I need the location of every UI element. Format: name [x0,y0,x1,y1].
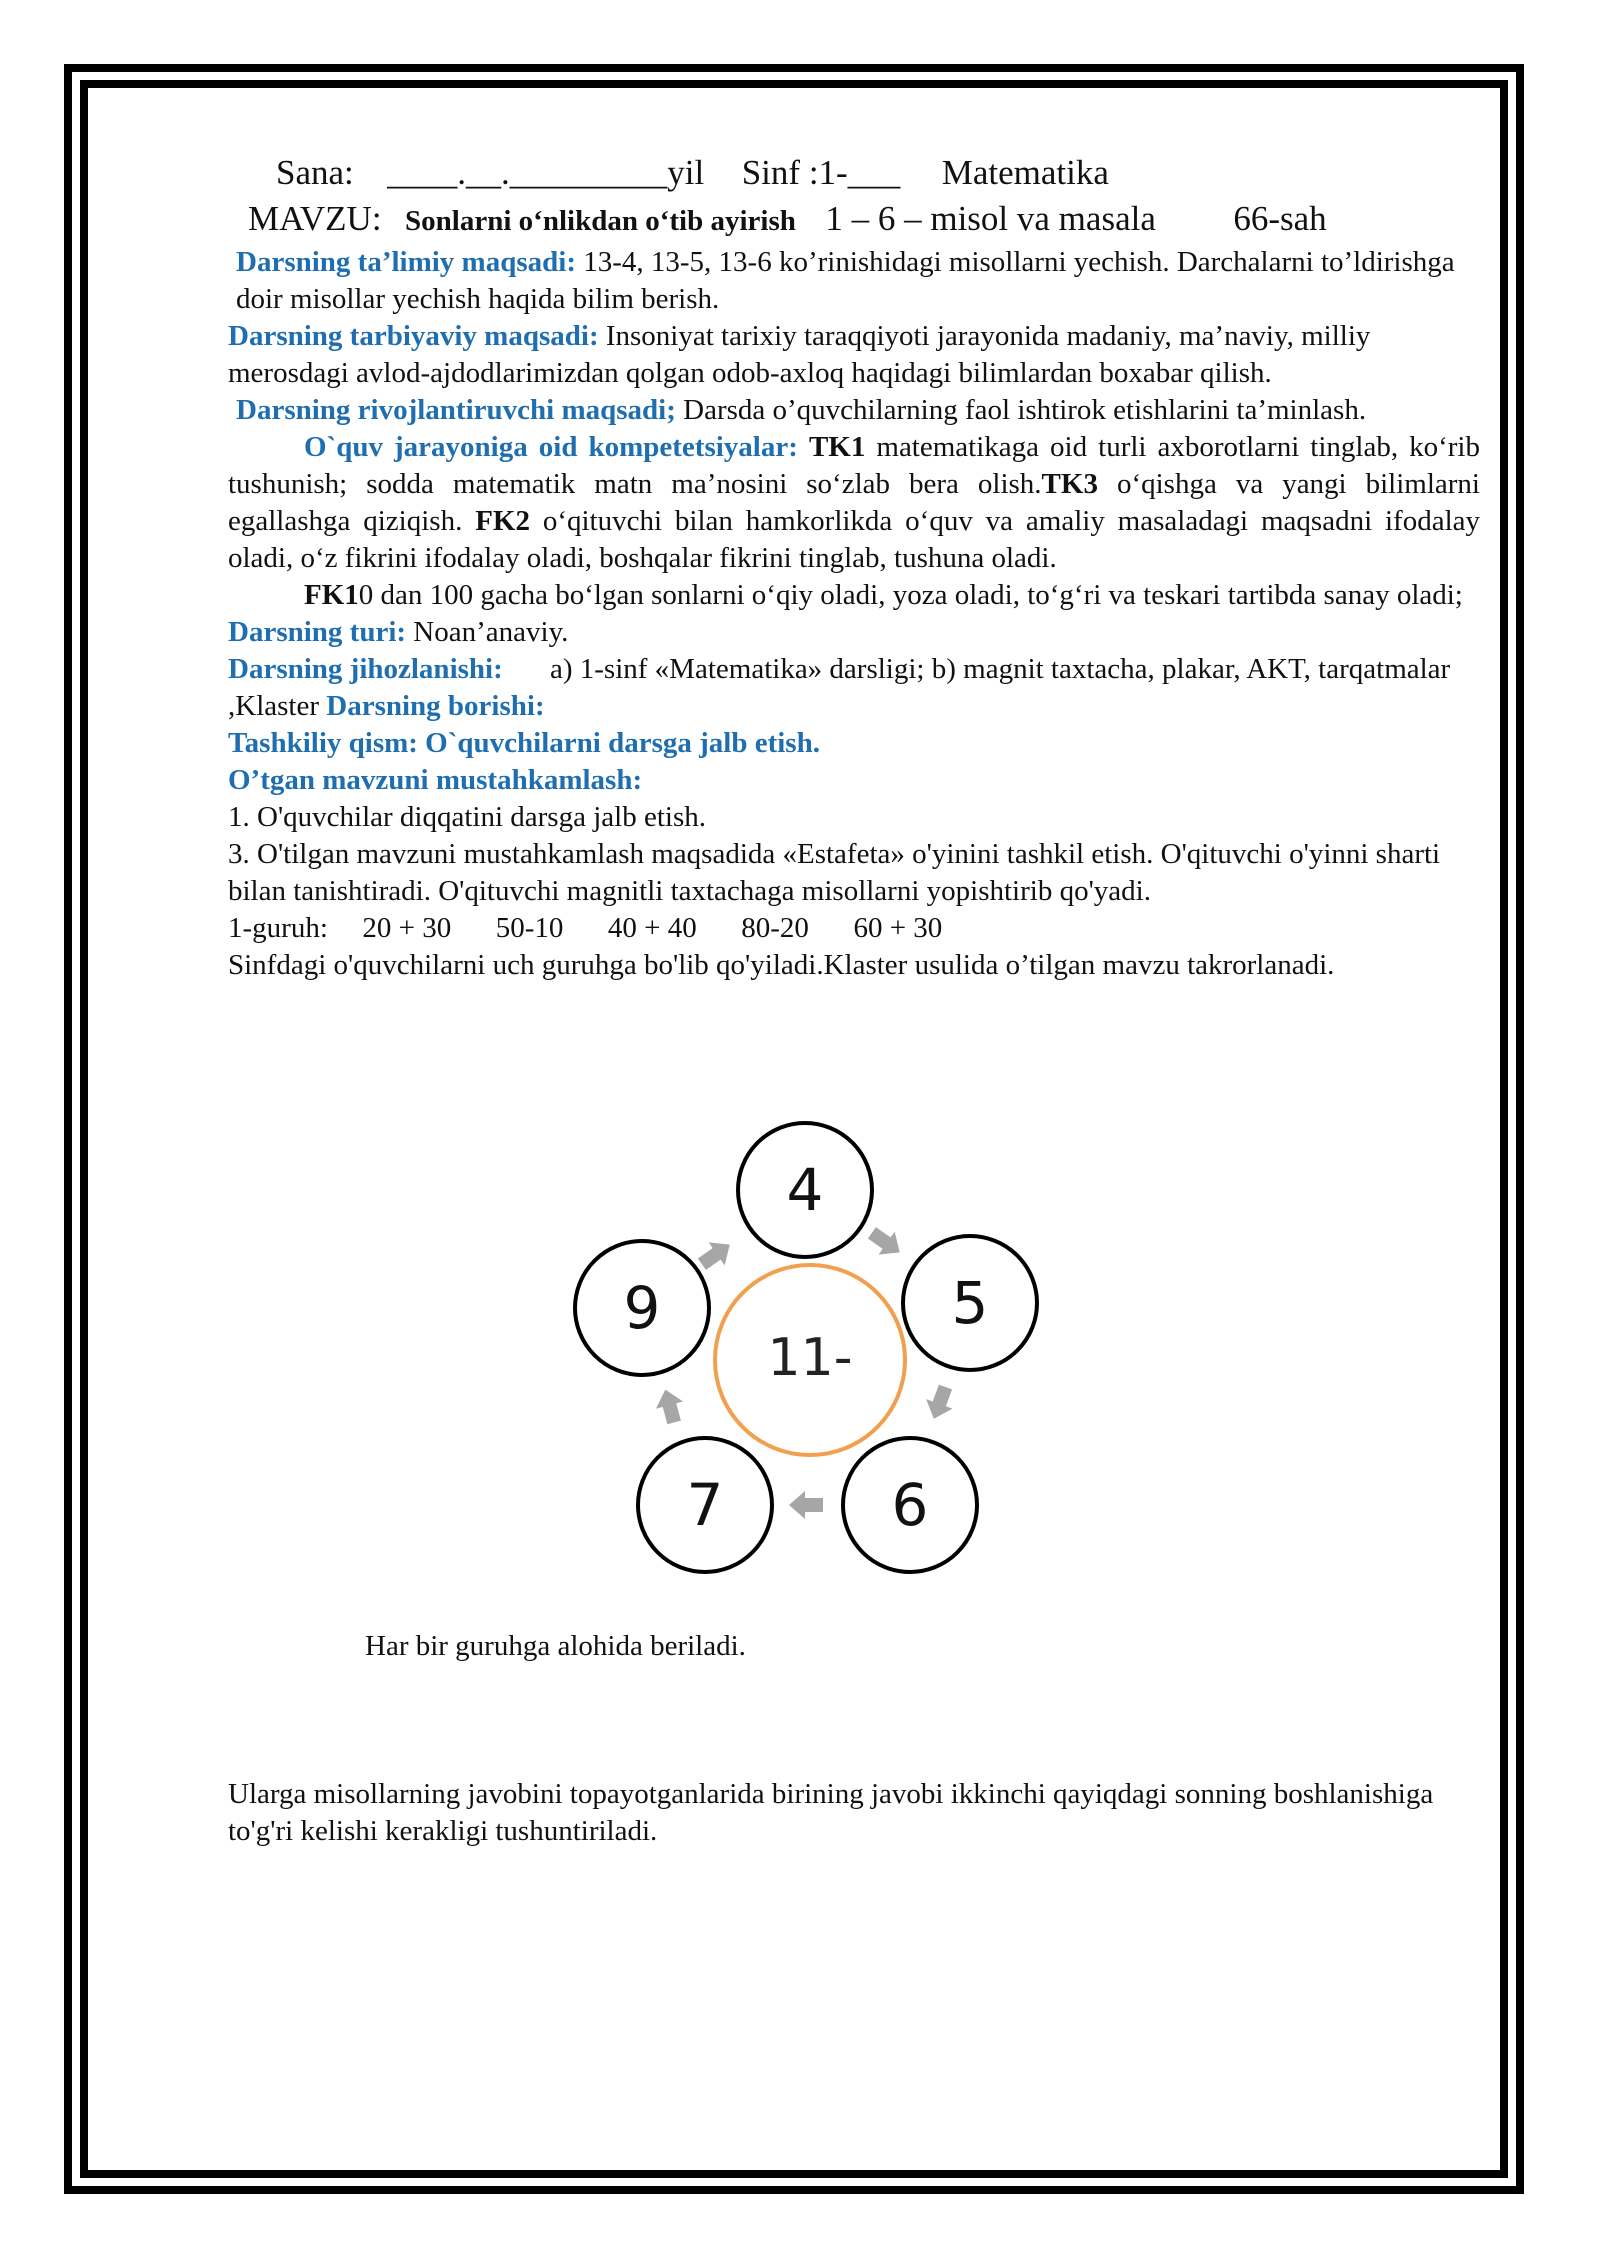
mavzu-label: MAVZU: [248,199,382,238]
guruh-label: 1-guruh: [228,912,328,944]
tk1-text: matematikaga oid turli axborotlarni tinglab, koʻrib tushunish; sodda matematik matn maʼnosini soʻzlab bera olish. [228,431,1480,500]
subject-label: Matematika [941,153,1109,192]
guruh-example: 60 + 30 [853,912,943,944]
kompetensiyalar [228,429,1480,577]
rivoj-text: Darsda o’quvchilarning faol ishtirok etishlarini ta’minlash. [675,394,1367,426]
rivoj-label: Darsning rivojlantiruvchi maqsadi; [236,394,676,426]
node-label-7: 7 [686,1471,724,1539]
rivoj-maqsad [228,392,1480,429]
darsning-turi [228,614,1480,651]
tarbiyaviy-maqsad [228,318,1480,392]
har-bir-note: Har bir guruhga alohida beriladi. [365,1630,746,1662]
node-label-5: 5 [951,1269,989,1337]
ularga-note: Ularga misollarning javobini topayotganlarida birining javobi ikkinchi qayiqdagi sonning boshlanishiga to'g'ri kelishi kerakligi tushuntiriladi. [228,1778,1434,1847]
jihoz-text: a) 1-sinf «Matematika» darsligi; b) magnit taxtacha, plakar, AKT, tarqatmalar ,Klaster [228,653,1451,722]
arrow-icon [789,1491,823,1519]
arrow-icon [694,1233,738,1275]
sinf-label: Sinf :1-___ [741,153,901,192]
sana-blanks: ____.__._________yil [387,153,705,192]
darsning-jihozlanishi [228,651,1480,725]
node-label-9: 9 [623,1274,661,1342]
center-label: 11- [767,1328,853,1388]
tk3-code: TK3 [1041,468,1098,500]
item-1: 1. O'quvchilar diqqatini darsga jalb etish. [228,801,706,833]
guruh-line [228,910,1480,947]
arrow-icon [864,1221,908,1263]
page-ref: 66-sah [1233,199,1327,238]
arrow-icon [921,1382,959,1424]
turi-label: Darsning turi: [228,616,407,648]
item-3: 3. O'tilgan mavzuni mustahkamlash maqsadida «Estafeta» o'yinini tashkil etish. O'qituvchi o'yinni sharti bilan tanishtiradi. O'qituvchi magnitli taxtachaga misollarni yopishtirib qo'yadi. [228,838,1441,907]
tarbiyaviy-label: Darsning tarbiyaviy maqsadi: [228,320,599,352]
tk1-code: TK1 [808,431,866,463]
fk1-paragraph [228,577,1480,614]
date-line [276,150,1480,196]
talimiy-text: 13-4, 13-5, 13-6 ko’rinishidagi misollarni yechish. Darchalarni to’ldirishga doir misollar yechish haqida bilim berish. [236,246,1455,315]
sinfdagi-text: Sinfdagi o'quvchilarni uch guruhga bo'lib qo'yiladi.Klaster usulida o’tilgan mavzu takrorlanadi. [228,949,1335,981]
fk1-code: FK1 [304,579,359,611]
fk1-text: 0 dan 100 gacha boʻlgan sonlarni oʻqiy oladi, yoza oladi, toʻgʻri va teskari tartibda sanay oladi; [358,579,1463,611]
talimiy-maqsad [228,244,1480,318]
guruh-example: 20 + 30 [362,912,452,944]
mavzu-line [248,196,1480,244]
guruh-example: 40 + 40 [607,912,697,944]
borishi-label: Darsning borishi: [326,690,545,722]
turi-text: Noan’anaviy. [406,616,569,648]
sana-label: Sana: [276,153,354,192]
node-label-6: 6 [891,1471,929,1539]
talimiy-label: Darsning ta’limiy maqsadi: [236,246,576,278]
mavzu-detail: 1 – 6 – misol va masala [825,199,1156,238]
tk3-text: oʻqishga va yangi bilimlarni egallashga qiziqish. [228,468,1480,537]
lesson-plan [228,150,1480,984]
otgan-mavzu: O’tgan mavzuni mustahkamlash: [228,764,643,796]
mavzu-title: Sonlarni oʻnlikdan oʻtib ayirish [405,205,796,237]
tashkiliy-qism: Tashkiliy qism: O`quvchilarni darsga jalb etish. [228,727,820,759]
arrow-icon [652,1386,688,1426]
jihoz-label: Darsning jihozlanishi: [228,653,503,685]
node-label-4: 4 [786,1156,824,1224]
komp-label: O`quv jarayoniga oid kompetetsiyalar: [304,431,798,463]
guruh-example: 80-20 [741,912,809,944]
cluster-diagram [560,1120,1050,1590]
fk2-text: oʻqituvchi bilan hamkorlikda oʻquv va amaliy masaladagi maqsadni ifodalay oladi, oʻz fikrini ifodalay oladi, boshqalar fikrini tinglab, tushuna oladi. [228,505,1480,574]
tarbiyaviy-text: Insoniyat tarixiy taraqqiyoti jarayonida madaniy, ma’naviy, milliy merosdagi avlod-ajdodlarimizdan qolgan odob-axloq haqidagi bilimlardan boxabar qilish. [228,320,1371,389]
fk2-code: FK2 [475,505,530,537]
guruh-example: 50-10 [495,912,564,944]
